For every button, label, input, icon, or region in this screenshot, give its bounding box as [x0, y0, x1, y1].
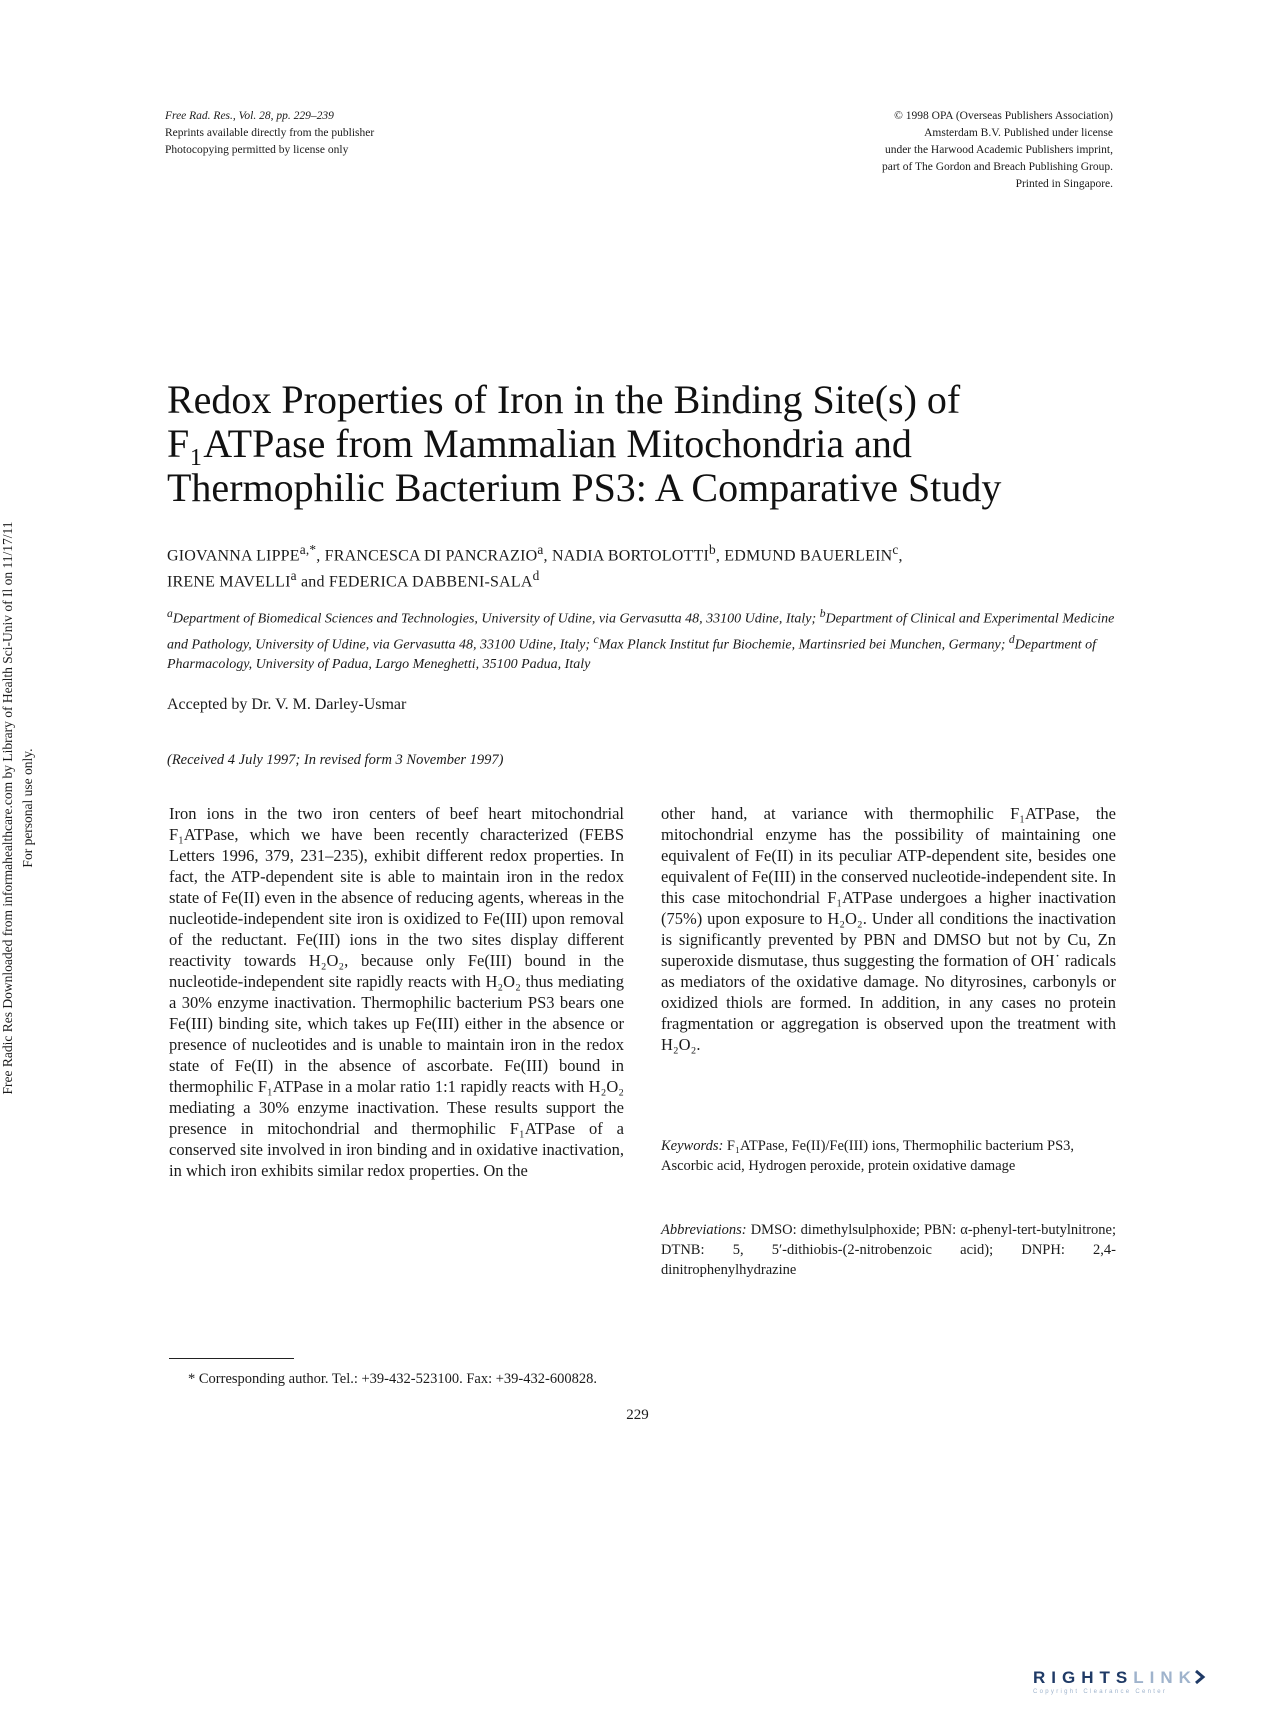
author-name: EDMUND BAUERLEIN — [724, 547, 893, 565]
author-name: FRANCESCA DI PANCRAZIO — [324, 547, 538, 565]
author-sup: a,* — [299, 542, 317, 557]
journal-citation — [165, 108, 585, 159]
abbreviations-text: DMSO: dimethylsulphoxide; PBN: α-phenyl-tert-butylnitrone; DTNB: 5, 5′-dithiobis-(2-nitrobenzoic acid); DNPH: 2,4-dinitrophenylhydrazine — [661, 1222, 1117, 1278]
watermark-line-1: Free Radic Res Downloaded from informahealthcare.com by Library of Health Sci-Univ of Il on 11/17/11 — [0, 521, 15, 1095]
author-name: IRENE MAVELLI — [167, 573, 291, 591]
author-sup: a — [290, 568, 297, 584]
citation-line-2: Reprints available directly from the publisher — [165, 127, 375, 139]
keywords-text: F₁ATPase, Fe(II)/Fe(III) ions, Thermophilic bacterium PS3, Ascorbic acid, Hydrogen peroxide, protein oxidative damage — [661, 1138, 1075, 1174]
footnote-rule — [169, 1358, 294, 1359]
watermark-line-2: For personal use only. — [20, 748, 35, 868]
author-sup: d — [532, 568, 540, 584]
page-number: 229 — [626, 1407, 649, 1423]
copyright-line-4: part of The Gordon and Breach Publishing Group. — [881, 161, 1113, 173]
author-list: GIOVANNA $LIPPE^{a,*}$, FRANCESCA DI PANCRAZIO$^a$, NADIA BORTOLOTTI$^b$, EDMUND BAUERLEIN$^c$, IRENE MAVELLI$^a$ and FEDERICA DABBENI-SALA$^d$ — [167, 542, 903, 591]
rightslink-link: LINK — [1133, 1668, 1197, 1687]
paper-title — [167, 378, 1127, 510]
received-dates: (Received 4 July 1997; In revised form 3 November 1997) — [167, 752, 504, 768]
rightslink-arrow-icon — [1193, 1669, 1207, 1685]
citation-line-3: Photocopying permitted by license only — [165, 144, 349, 156]
affil-sup: c — [593, 632, 599, 646]
rightslink-rights: RIGHTS — [1033, 1668, 1134, 1687]
author-sup: c — [892, 542, 899, 557]
abbreviations-block — [661, 1220, 1116, 1280]
title-line-2: F₁ATPase from Mammalian Mitochondria and — [167, 421, 912, 466]
accepted-by: Accepted by Dr. V. M. Darley-Usmar — [167, 696, 407, 713]
copyright-line-2: Amsterdam B.V. Published under license — [924, 127, 1113, 139]
keywords-block — [661, 1136, 1116, 1176]
abstract-column-left: Iron ions in the two iron centers of beef heart mitochondrial F₁ATPase, which we have been recently characterized (FEBS Letters 1996, 379, 231–235), exhibit different redox properties. In fact, the ATP-dependent site is able to maintain iron in the redox state of Fe(II) even in the absence of reducing agents, whereas in the nucleotide-independent site iron is oxidized to Fe(III) upon removal of the reductant. Fe(III) ions in the two sites display different reactivity towards H₂O₂, because only Fe(III) bound in the nucleotide-independent site rapidly reacts with H₂O₂ thus mediating a 30% enzyme inactivation. Thermophilic bacterium PS3 bears one Fe(III) binding site, which takes up Fe(III) either in the absence or presence of nucleotides and is unable to maintain iron in the redox state of Fe(II) in the absence of ascorbate. Fe(III) bound in thermophilic F₁ATPase in a molar ratio 1:1 rapidly reacts with H₂O₂ mediating a 30% enzyme inactivation. These results support the presence in mitochondrial and thermophilic F₁ATPase of a conserved site involved in iron binding and in oxidative inactivation, in which iron exhibits similar redox properties. On the — [169, 804, 624, 1180]
affiliations — [167, 604, 1117, 675]
title-line-3: Thermophilic Bacterium PS3: A Comparative Study — [167, 465, 1002, 510]
affiliation-b: Department of Clinical and Experimental Medicine and Pathology, University of Udine, via Gervasutta 48, 33100 Udine, Italy; — [167, 611, 1115, 653]
author-name: NADIA BORTOLOTTI — [551, 547, 709, 565]
download-watermark — [0, 458, 58, 1158]
affiliation-d: Department of Pharmacology, University of Padua, Largo Meneghetti, 35100 Padua, Italy — [167, 637, 1097, 673]
affil-sup: d — [1008, 632, 1015, 646]
corresponding-author-footnote: * Corresponding author. Tel.: +39-432-523100. Fax: +39-432-600828. — [188, 1371, 597, 1387]
abbreviations-label: Abbreviations: — [661, 1222, 747, 1238]
author-conjunction: and — [300, 573, 325, 591]
author-name: FEDERICA DABBENI-SALA — [328, 573, 533, 591]
affiliation-a: Department of Biomedical Sciences and Technologies, University of Udine, via Gervasutta 48, 33100 Udine, Italy; — [172, 611, 817, 627]
title-line-1: Redox Properties of Iron in the Binding Site(s) of — [167, 377, 961, 422]
copyright-line-5: Printed in Singapore. — [1015, 178, 1113, 190]
affiliation-c: Max Planck Institut fur Biochemie, Martinsried bei Munchen, Germany; — [598, 637, 1006, 653]
abstract-column-right: other hand, at variance with thermophilic F₁ATPase, the mitochondrial enzyme has the possibility of maintaining one equivalent of Fe(II) in its peculiar ATP-dependent site, besides one equivalent of Fe(III) in the conserved nucleotide-independent site. In this case mitochondrial F₁ATPase undergoes a higher inactivation (75%) upon exposure to H₂O₂. Under all conditions the inactivation is significantly prevented by PBN and DMSO but not by Cu, Zn superoxide dismutase, thus suggesting the formation of OH˙ radicals as mediators of the oxidative damage. No dityrosines, carbonyls or oxidized thiols are formed. In addition, in any cases no protein fragmentation or aggregation is observed upon the treatment with H₂O₂. — [661, 804, 1116, 1054]
affil-sup: b — [819, 607, 826, 620]
copyright-notice — [673, 108, 1113, 193]
author-sup: a — [537, 542, 544, 557]
affil-sup: a — [167, 607, 173, 620]
author-sup: b — [709, 542, 716, 557]
keywords-label: Keywords: — [661, 1138, 724, 1154]
author-name: GIOVANNA LIPPE — [167, 547, 300, 565]
copyright-line-3: under the Harwood Academic Publishers imprint, — [884, 144, 1113, 156]
rightslink-subtitle: Copyright Clearance Center — [1033, 1689, 1168, 1695]
citation-line-1: Free Rad. Res., Vol. 28, pp. 229–239 — [165, 110, 334, 122]
copyright-line-1: © 1998 OPA (Overseas Publishers Association) — [894, 110, 1113, 122]
rightslink-logo — [1033, 1668, 1263, 1708]
